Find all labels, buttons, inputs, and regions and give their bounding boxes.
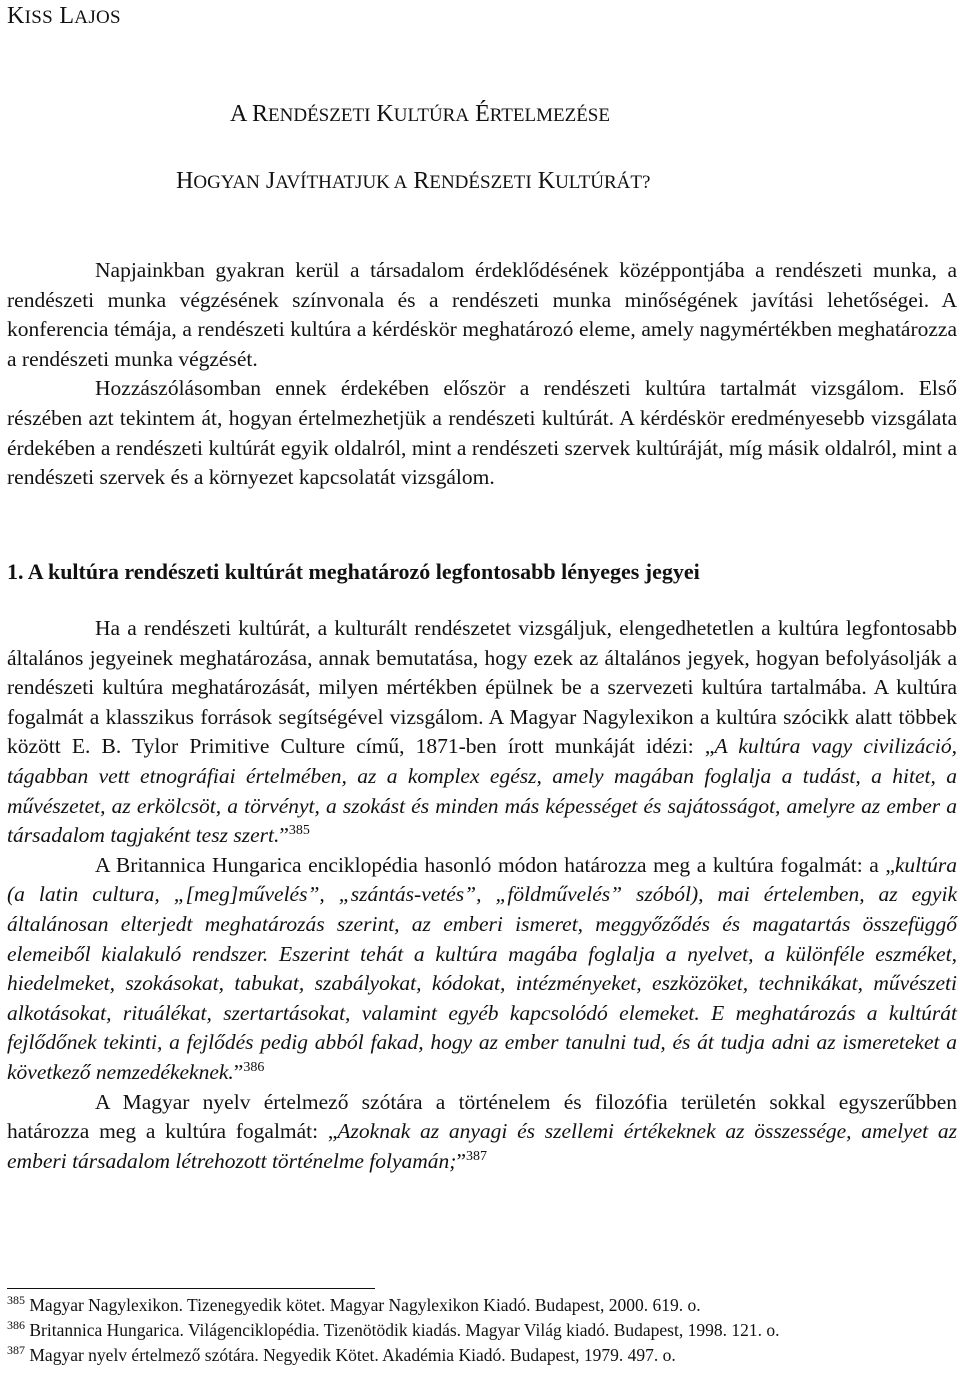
quote-close-2: ” bbox=[233, 1059, 244, 1084]
footnote-ref-386[interactable]: 386 bbox=[243, 1059, 265, 1075]
footnote-item bbox=[7, 1293, 957, 1318]
subtitle-j-rest: AVÍTHATJUK A bbox=[275, 172, 408, 193]
title-e-rest: RTELMEZÉSE bbox=[489, 105, 610, 126]
footnotes bbox=[7, 1293, 957, 1368]
footnote-ref-385[interactable]: 385 bbox=[288, 823, 310, 838]
subtitle-k-rest: ULTÚRÁT? bbox=[555, 172, 651, 193]
footnote-text: Magyar Nagylexikon. Tizenegyedik kötet. Magyar Nagylexikon Kiadó. Budapest, 2000. 619. o. bbox=[29, 1295, 701, 1315]
subtitle-h-rest: OGYAN bbox=[193, 172, 260, 193]
author-last-cap: L bbox=[59, 3, 75, 29]
subtitle-h-cap: H bbox=[176, 168, 194, 194]
section-paragraph-3 bbox=[7, 1088, 957, 1177]
footnote-text: Magyar nyelv értelmező szótára. Negyedik Kötet. Akadémia Kiadó. Budapest, 1979. 497. o. bbox=[29, 1345, 676, 1365]
quote-close-1: ” bbox=[279, 823, 289, 848]
szotar-quote: Azoknak az anyagi és szellemi értékeknek az összessége, amelyet az emberi társadalom létrehozott történelme folyamán; bbox=[7, 1119, 957, 1173]
subtitle-k-cap: K bbox=[537, 168, 556, 194]
title-e-cap: É bbox=[475, 101, 490, 127]
author-first-rest: ISS bbox=[24, 7, 54, 28]
title-r-rest: ENDÉSZETI bbox=[268, 105, 371, 126]
footnote-divider bbox=[7, 1288, 375, 1289]
author-name bbox=[7, 0, 121, 34]
footnote-number: 387 bbox=[7, 1343, 25, 1358]
section-heading: 1. A kultúra rendészeti kultúrát meghatározó legfontosabb lényeges jegyei bbox=[7, 559, 700, 584]
author-first-cap: K bbox=[7, 3, 25, 29]
document-subtitle bbox=[176, 165, 960, 199]
footnote-number: 386 bbox=[7, 1318, 25, 1333]
section-paragraph-2 bbox=[7, 851, 957, 1088]
footnote-item bbox=[7, 1318, 957, 1343]
paragraph-3-text: A Magyar nyelv értelmező szótára a történelem és filozófia területén sokkal egyszerűbben határozza meg a kultúra fogalmát: „ bbox=[7, 1089, 957, 1144]
subtitle-j-cap: J bbox=[265, 168, 276, 194]
quote-close-3: ” bbox=[456, 1148, 466, 1173]
title-r-cap: R bbox=[252, 101, 269, 127]
subtitle-r-rest: ENDÉSZETI bbox=[429, 172, 532, 193]
intro-paragraph-1: Napjainkban gyakran kerül a társadalom érdeklődésének középpontjába a rendészeti munka, a rendészeti munka végzésének színvonala és a rendészeti munka minőségének javítási lehetőségei. A konferencia témája, a rendészeti kultúra a kérdéskör meghatározó eleme, amely nagymértékben meghatározza a rendészeti munka végzését. bbox=[7, 258, 957, 371]
document-title bbox=[230, 98, 960, 132]
britannica-quote: kultúra (a latin cultura, „[meg]művelés”, „szántás-vetés”, „földművelés” szóból), mai értelemben, az egyik általánosan elterjedt meghatározás szerint, az emberi ismeret, meggyőződés és magatartás összefüggő elemeiből kialakuló rendszer. Eszerint tehát a kultúra magába foglalja a nyelvet, a különféle eszméket, hiedelmeket, szokásokat, tabukat, szabályokat, kódokat, intézményeket, eszközöket, technikákat, művészeti alkotásokat, rituálékat, szertartásokat, valamint egyéb kapcsolódó elemeket. E meghatározás a kultúrát fejlődőnek tekinti, a fejlődés pedig abból fakad, hogy az ember tanulni tud, és át tudja adni az ismereteket a következő nemzedékeknek. bbox=[7, 852, 957, 1084]
subtitle-r-cap: R bbox=[413, 168, 430, 194]
intro-paragraph-2: Hozzászólásomban ennek érdekében először a rendészeti kultúra tartalmát vizsgálom. Első részében azt tekintem át, hogyan értelmezhetjük a rendészeti kultúrát. A kérdéskör eredményesebb vizsgálata érdekében a rendészeti kultúrát egyik oldalról, mint a rendészeti szervek kultúráját, míg másik oldalról, mint a rendészeti szervek és a környezet kapcsolatát vizsgálom. bbox=[7, 376, 957, 490]
footnote-ref-387[interactable]: 387 bbox=[466, 1148, 487, 1164]
author-last-rest: AJOS bbox=[74, 7, 121, 28]
footnote-text: Britannica Hungarica. Világenciklopédia. Tizenötödik kiadás. Magyar Világ kiadó. Budapest, 1998. 121. o. bbox=[29, 1320, 780, 1340]
section-paragraph-1 bbox=[7, 614, 957, 851]
intro-section bbox=[7, 256, 957, 493]
title-k-cap: K bbox=[376, 101, 394, 127]
paragraph-2-text: A Britannica Hungarica enciklopédia hasonló módon határozza meg a kultúra fogalmát: a „ bbox=[95, 852, 895, 877]
title-word-a: A bbox=[230, 101, 247, 127]
footnote-item bbox=[7, 1343, 957, 1368]
footnote-number: 385 bbox=[7, 1293, 25, 1308]
tylor-quote: A kultúra vagy civilizáció, tágabban vett etnográfiai értelmében, az a komplex egész, amely magában foglalja a tudást, a hitet, a művészetet, az erkölcsöt, a törvényt, a szokást és minden más képességet és sajátosságot, amelyre az ember a társadalom tagjaként tesz szert. bbox=[7, 734, 957, 848]
section-body bbox=[7, 614, 957, 1176]
title-k-rest: ULTÚRA bbox=[393, 105, 470, 126]
paragraph-1-text: Ha a rendészeti kultúrát, a kulturált rendészetet vizsgáljuk, elengedhetetlen a kultúra legfontosabb általános jegyeinek meghatározása, annak bemutatása, hogy ezek az általános jegyek, hogyan befolyásolják a rendészeti kultúra meghatározását, milyen mértékben épülnek be a szervezeti kultúra tartalmába. A kultúra fogalmát a klasszikus források segítségével vizsgálom. A Magyar Nagylexikon a kultúra szócikk alatt többek között E. B. Tylor Primitive Culture című, 1871-ben írott munkáját idézi: „ bbox=[7, 616, 957, 759]
